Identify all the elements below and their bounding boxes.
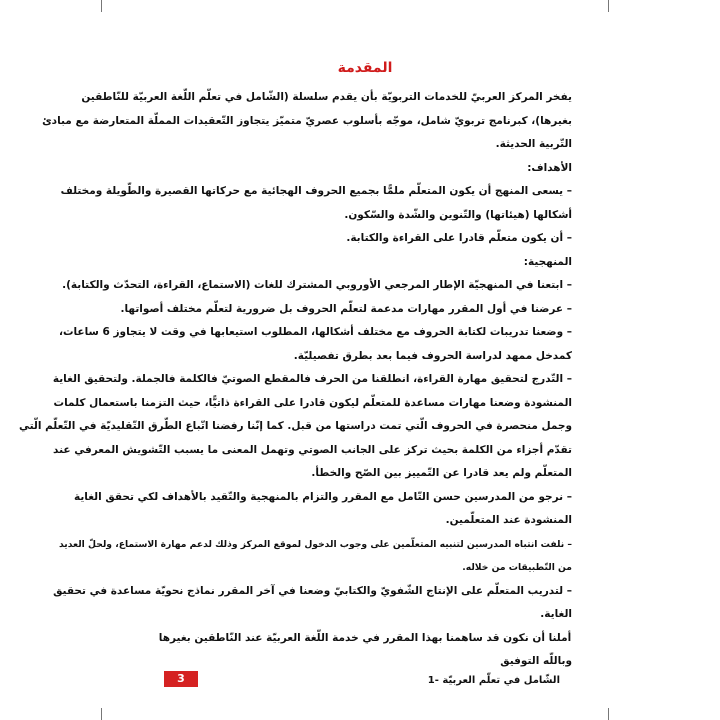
body-line: وجمل منحصرة في الحروف الّتي تمت دراستها من قبل. كما إنّنا رفضنا اتّباع الطّرق التّقليديّة في التّعلّم الّتي <box>18 420 572 432</box>
footer-book-title: الشّامل في تعلّم العربيّة -1 <box>427 675 560 686</box>
section-heading-methodology: المنهجية: <box>523 255 572 268</box>
body-line: تقدّم أجزاء من الكلمة بحيث تركز على الجانب الصوتي وتهمل المعنى ما يسبب التّشويش المعرفي عند <box>53 443 572 456</box>
body-line: – التّدرج لتحقيق مهارة القراءة، انطلقنا من الحرف فالمقطع الصوتيّ فالكلمة فالجملة. ولتحقيق الغاية <box>52 373 572 385</box>
body-line: كمدخل ممهد لدراسة الحروف فيما بعد بطرق تفصيليّة. <box>293 349 572 362</box>
body-line: – وضعنا تدريبات لكتابة الحروف مع مختلف أشكالها، المطلوب استيعابها في وقت لا يتجاوز 6 ساعات، <box>58 326 572 338</box>
body-line: يفخر المركز العربيّ للخدمات التربويّة بأن يقدم سلسلة (الشّامل في تعلّم اللّغة العربيّة للنّاطقين <box>81 91 572 103</box>
body-line: – ابتعنا في المنهجيّة الإطار المرجعي الأوروبي المشترك للغات (الاستماع، القراءة، التحدّث والكتابة). <box>62 279 572 291</box>
body-line: المنشودة وضعنا مهارات مساعدة للمتعلّم ليكون قادرا على القراءة ذاتيًّا، حيث التزمنا باستعمال كلمات <box>53 396 572 409</box>
body-line: – نلفت انتباه المدرسين لتنبيه المتعلّمين على وجوب الدخول لموقع المركز وذلك لدعم مهارة الاستماع، ولحلّ العديد <box>58 538 572 550</box>
crop-mark <box>101 0 102 12</box>
body-line: الغاية. <box>540 608 572 620</box>
page-title: المقدمة <box>337 60 393 76</box>
body-line: المنشودة عند المتعلّمين. <box>445 514 572 526</box>
body-line: المتعلّم ولم يعد قادرا عن التّمييز بين الصّح والخطأ. <box>311 467 572 479</box>
body-line: من التّطبيقات من خلاله. <box>462 562 572 573</box>
body-line: – يسعى المنهج أن يكون المتعلّم ملمًّا بجميع الحروف الهجائية مع حركاتها القصيرة والطّويلة ومختلف <box>60 185 572 197</box>
document-body <box>18 60 572 674</box>
body-line: التّربية الحديثة. <box>495 138 572 150</box>
body-line: – نرجو من المدرسين حسن التّامل مع المقرر والتزام بالمنهجية والتّقيد بالأهداف لكي تحقق الغاية <box>73 490 572 503</box>
closing-signoff: وباللّه التوفيق <box>500 655 572 667</box>
body-line: أشكالها (هيئاتها) والتّنوين والشّدة والسّكون. <box>344 208 572 221</box>
page-number-badge: 3 <box>164 671 198 687</box>
page-footer <box>160 670 560 692</box>
closing-line: أملنا أن نكون قد ساهمنا بهذا المقرر في خدمة اللّغة العربيّة عند النّاطقين بغيرها <box>158 631 572 644</box>
section-heading-goals: الأهداف: <box>527 161 572 174</box>
body-line: – لتدريب المتعلّم على الإنتاج الشّفويّ والكتابيّ وضعنا في آخر المقرر نماذج نحويّة مساعدة في تحقيق <box>53 584 572 597</box>
crop-mark <box>608 708 609 720</box>
crop-mark <box>608 0 609 12</box>
body-line: بغيرها)، كبرنامج تربويّ شامل، موجّه بأسلوب عصريّ متميّز يتجاوز التّعقيدات المملّة المتعارضة مع مبادئ <box>42 114 572 127</box>
body-line: – أن يكون متعلّم قادرا على القراءة والكتابة. <box>346 232 572 244</box>
body-line: – عرضنا في أول المقرر مهارات مدعمة لتعلّم الحروف بل ضرورية لتعلّم مختلف أصواتها. <box>120 302 572 315</box>
crop-mark <box>101 708 102 720</box>
